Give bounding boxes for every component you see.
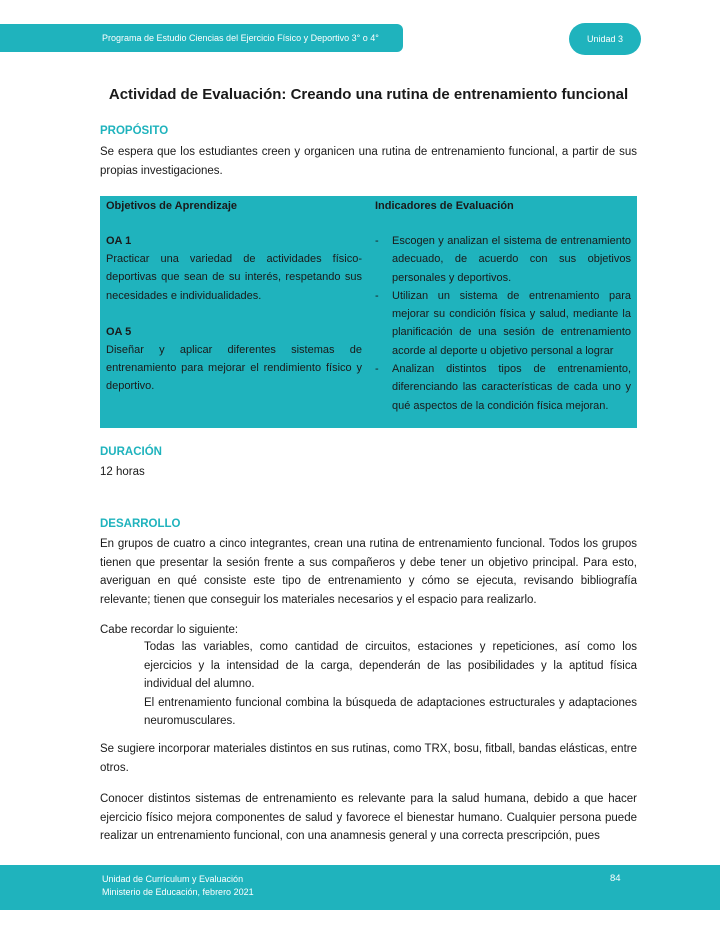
indicators-header: Indicadores de Evaluación [375,200,514,212]
program-title: Programa de Estudio Ciencias del Ejercicio Físico y Deportivo 3° o 4° medio [102,33,379,71]
objectives-column [106,196,362,396]
duracion-text: 12 horas [100,466,145,478]
bullet-marker: - [375,289,379,302]
reminder-list [144,638,637,731]
duracion-heading: DURACIÓN [100,446,162,458]
oa-code: OA 1 [106,235,132,247]
oa-code: OA 5 [106,325,132,338]
desarrollo-paragraph: Se sugiere incorporar materiales distintos en sus rutinas, como TRX, bosu, fitball, bandas elásticas, entre otros. [100,743,637,774]
desarrollo-paragraph: En grupos de cuatro a cinco integrantes, crean una rutina de entrenamiento funcional. Todos los grupos tienen que presentar la sesión frente a sus compañeros y debe tener un objetivo principal. Para esto, averiguan en qué consiste este tipo de entrenamiento y cómo se ejecuta, revisando bibliografía relevante; tienen que conseguir los materiales necesarios y el espacio para realizarlo. [100,538,637,606]
desarrollo-paragraph: Cabe recordar lo siguiente: [100,624,239,636]
header-band [0,24,403,71]
footer-line: Unidad de Currículum y Evaluación [102,874,244,884]
list-item [375,287,631,360]
proposito-text: Se espera que los estudiantes creen y organicen una rutina de entrenamiento funcional, a partir de sus propias investigaciones. [100,146,637,177]
indicators-column [375,196,631,415]
proposito-heading: PROPÓSITO [100,125,169,137]
unit-badge: Unidad 3 [569,23,641,55]
objectives-table [100,196,637,428]
indicator-text: Escogen y analizan el sistema de entrenamiento adecuado, de acuerdo con sus objetivos personales y deportivos. [392,235,631,284]
list-item [375,360,631,415]
footer-line: Ministerio de Educación, febrero 2021 [102,886,254,897]
list-item [375,232,631,287]
desarrollo-heading: DESARROLLO [100,518,181,530]
footer-band [0,865,720,910]
list-item: El entrenamiento funcional combina la búsqueda de adaptaciones estructurales y adaptaciones neuromusculares. [144,696,637,727]
oa-text: Practicar una variedad de actividades físico-deportivas que sean de su interés, respetando sus necesidades e individualidades. [106,253,362,302]
list-item: Todas las variables, como cantidad de circuitos, estaciones y repeticiones, así como los ejercicios y la intensidad de la carga, dependerán de las posibilidades y la aptitud física individual del alumno. [144,641,637,690]
activity-title: Actividad de Evaluación: Creando una rutina de entrenamiento funcional [108,86,629,103]
footer-credits [102,873,254,898]
bullet-marker: - [375,363,379,376]
indicator-text: Analizan distintos tipos de entrenamiento, diferenciando las características de cada uno y qué aspectos de la condición física mejoran. [392,363,631,412]
indicators-list [375,232,631,415]
bullet-marker: - [375,235,379,247]
desarrollo-paragraph: Conocer distintos sistemas de entrenamiento es relevante para la salud humana, debido a que hacer ejercicio físico mejora componentes de salud y favorece el bienestar humano. Cualquier persona puede realizar un entrenamiento funcional, con una anamnesis general y una correcta prescripción, pues [100,793,637,842]
objectives-header: Objetivos de Aprendizaje [106,200,238,212]
oa-text: Diseñar y aplicar diferentes sistemas de entrenamiento para mejorar el rendimiento físico y deportivo. [106,343,362,393]
page-number: 84 [610,873,621,884]
indicator-text: Utilizan un sistema de entrenamiento para mejorar su condición física y salud, mediante la planificación de una sesión de entrenamiento acorde al deporte u objetivo personal a lograr [392,289,631,357]
